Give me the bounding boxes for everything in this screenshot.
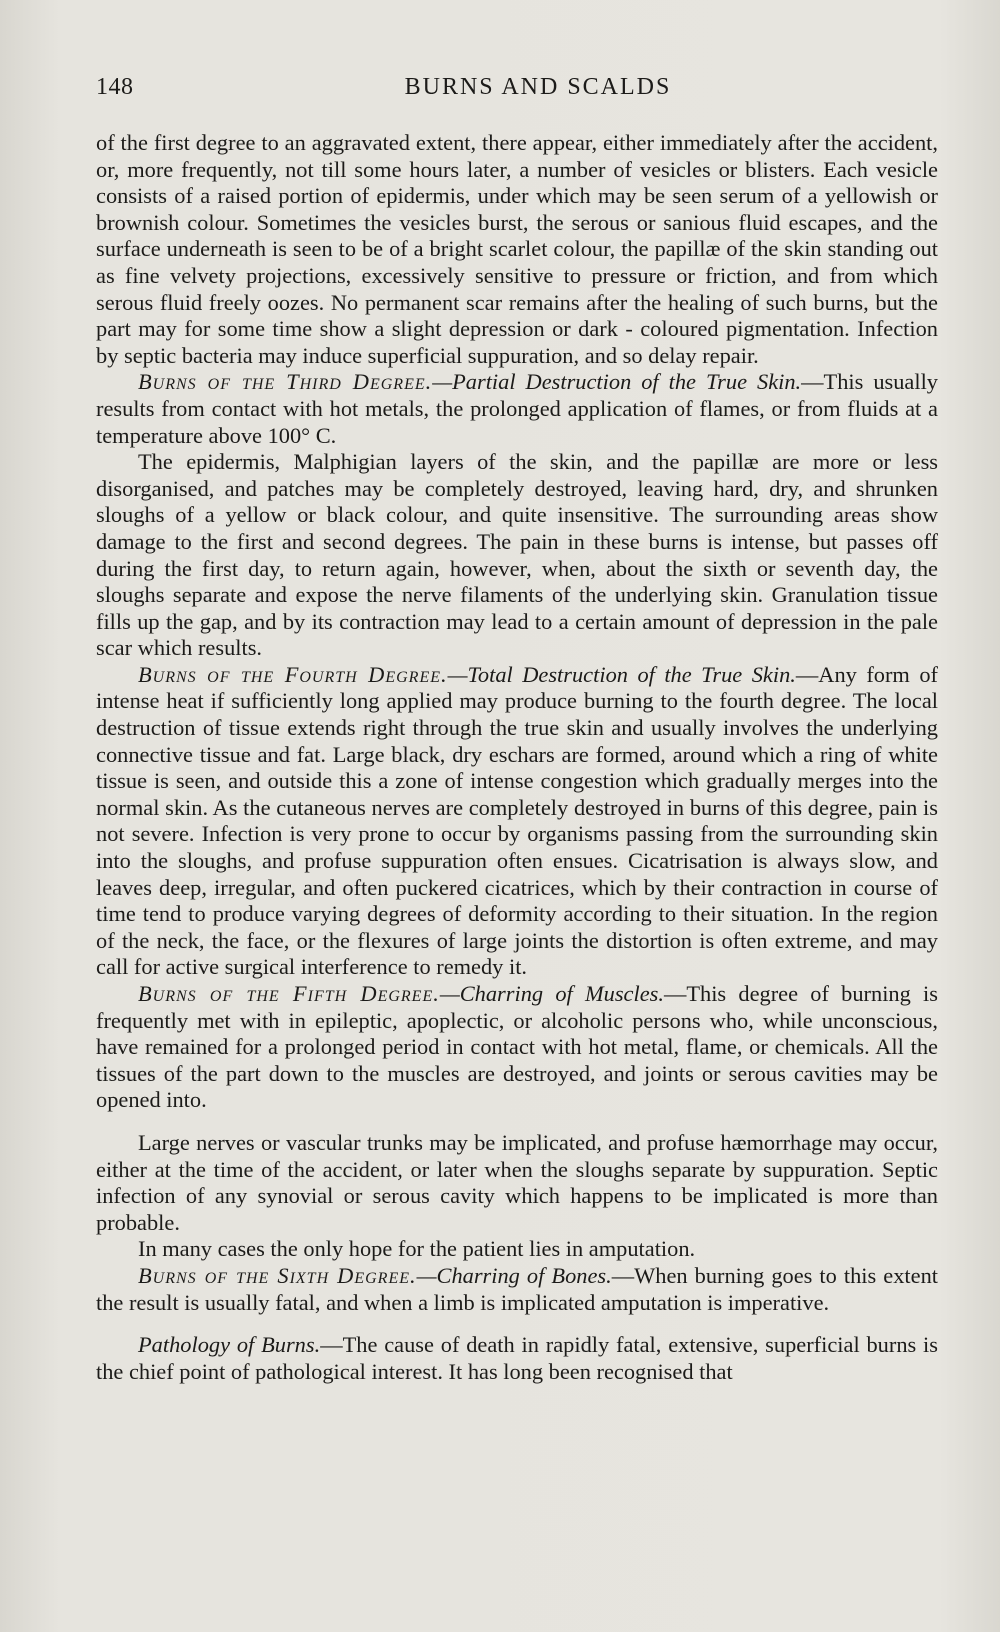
paragraph-pathology [96, 1332, 938, 1385]
section-subheading: —Total Destruction of the True Skin. [447, 661, 796, 687]
running-head [96, 74, 940, 108]
section-subheading: —Charring of Bones. [416, 1262, 612, 1288]
paragraph-third-degree [96, 369, 938, 449]
paragraph-text: —When burning goes to this extent the result is usually fatal, and when a limb is implicated amputation is imperative. [96, 1262, 938, 1315]
section-subheading: Pathology of Burns. [138, 1332, 321, 1358]
section-subheading: —Charring of Muscles. [439, 981, 664, 1006]
paragraph-text: The epidermis, Malphigian layers of the skin, and the papillæ are more or less disorganised, and patches may be completely destroyed, leaving hard, dry, and shrunken sloughs of a yellow or black colour, and quite insensitive. The surrounding areas show damage to the first and second degrees. The pain in these burns is intense, but passes off during the first day, to return again, however, when, about the sixth or seventh day, the sloughs separate and expose the nerve filaments of the underlying skin. Granulation tissue fills up the gap, and by its contraction may lead to a certain amount of depression in the pale scar which results. [96, 449, 938, 661]
paragraph-text: of the first degree to an aggravated extent, there appear, either immediately after the accident, or, more frequently, not till some hours later, a number of vesicles or blisters. Each vesicle consists of a raised portion of epidermis, under which may be seen serum of a yellowish or brownish colour. Sometimes the vesicles burst, the serous or sanious fluid escapes, and the surface underneath is seen to be of a bright scarlet colour, the papillæ of the skin standing out as fine velvety projections, excessively sensitive to pressure or friction, and from which serous fluid freely oozes. No permanent scar remains after the healing of such burns, but the part may for some time show a slight depression or dark - coloured pigmentation. Infection by septic bacteria may induce superficial suppuration, and so delay repair. [96, 130, 938, 368]
paragraph-text: —This degree of burning is frequently met with in epileptic, apoplectic, or alcoholic persons who, while unconscious, have remained for a prolonged period in contact with hot metal, flame, or chemicals. All the tissues of the part down to the muscles are destroyed, and joints or serous cavities may be opened into. [96, 981, 938, 1113]
paragraph-fourth-degree [96, 662, 938, 981]
paragraph-third-degree-detail [96, 449, 938, 662]
paragraph-fifth-degree-detail [96, 1130, 938, 1236]
paragraph-text: —Any form of intense heat if sufficiently long applied may produce burning to the fourth degree. The local destruction of tissue extends right through the true skin and usually involves the underlying connective tissue and fat. Large black, dry eschars are formed, around which a ring of white tissue is seen, and outside this a zone of intense congestion which gradually merges into the normal skin. As the cutaneous nerves are completely destroyed in burns of this degree, pain is not severe. Infection is very prone to occur by organisms passing from the surrounding skin into the sloughs, and profuse suppuration often ensues. Cicatrisation is always slow, and leaves deep, irregular, and often puckered cicatrices, which by their contraction in course of time tend to produce varying degrees of deformity according to their situation. In the region of the neck, the face, or the flexures of large joints the distortion is often extreme, and may call for active surgical interference to remedy it. [96, 661, 938, 980]
paragraph-fifth-degree [96, 981, 938, 1114]
section-heading: Burns of the Fifth Degree. [138, 981, 440, 1006]
paragraph-text: In many cases the only hope for the patient lies in amputation. [138, 1236, 696, 1262]
paragraph-first-degree-continued [96, 130, 938, 369]
paragraph-text: Large nerves or vascular trunks may be implicated, and profuse hæmorrhage may occur, either at the time of the accident, or later when the sloughs separate by suppuration. Septic infection of any synovial or serous cavity which happens to be implicated is more than probable. [96, 1129, 938, 1235]
section-heading: Burns of the Fourth Degree. [138, 661, 448, 687]
section-heading: Burns of the Third Degree. [138, 369, 433, 395]
page-number: 148 [96, 74, 134, 100]
section-subheading: —Partial Destruction of the True Skin. [432, 369, 802, 395]
body-text [96, 130, 938, 1385]
paragraph-text: —This usually results from contact with hot metals, the prolonged application of flames, or from fluids at a temperature above 100° C. [96, 369, 939, 448]
paragraph-text: —The cause of death in rapidly fatal, extensive, superficial burns is the chief point of pathological interest. It has long been recognised that [96, 1332, 938, 1384]
paragraph-amputation [96, 1236, 938, 1263]
paragraph-sixth-degree [96, 1263, 938, 1316]
section-heading: Burns of the Sixth Degree. [138, 1262, 417, 1288]
running-title: BURNS AND SCALDS [404, 74, 672, 100]
